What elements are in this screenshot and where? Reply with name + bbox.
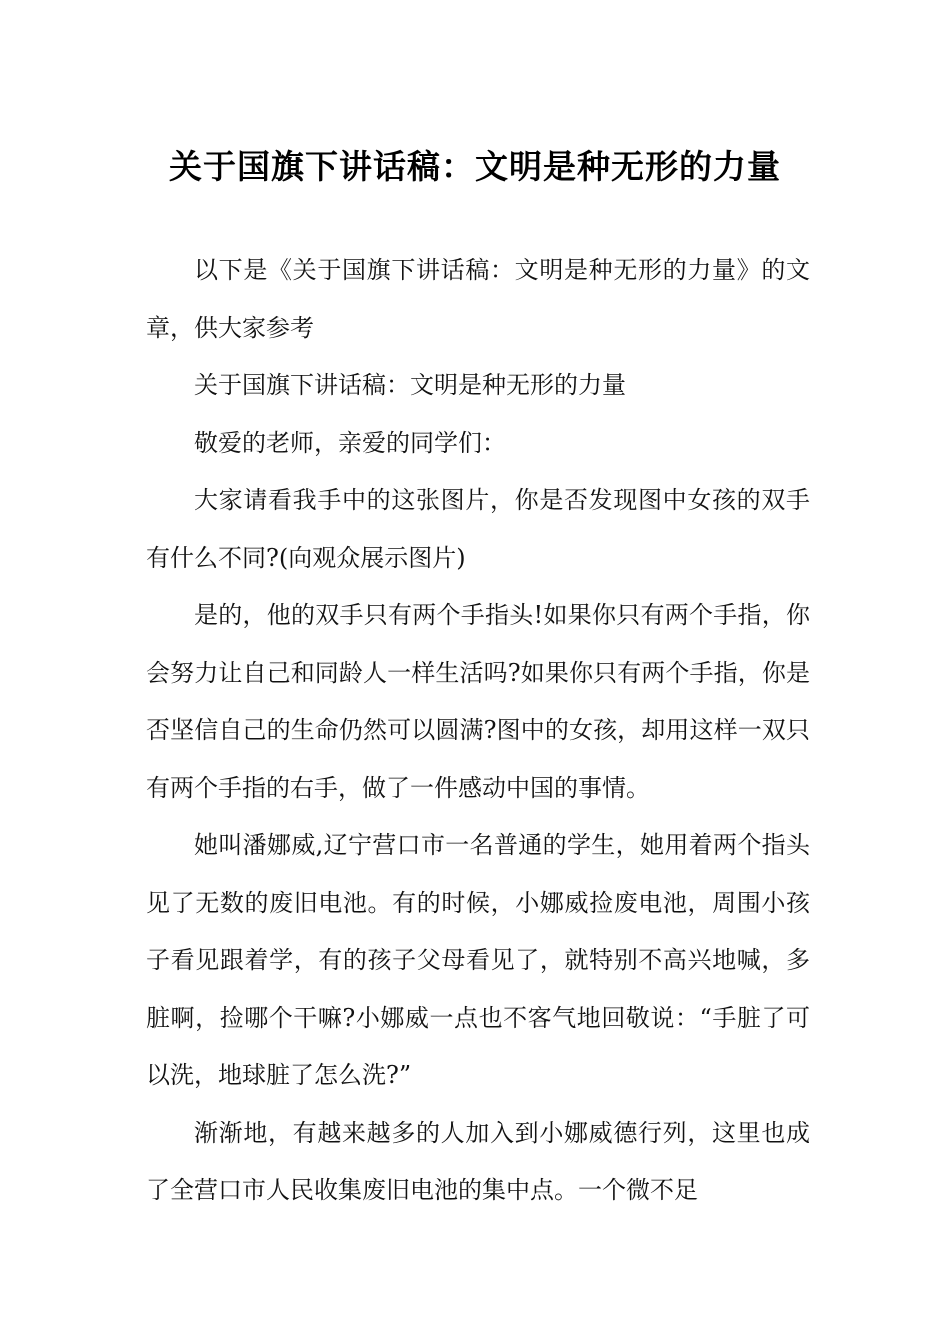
paragraph-subtitle: 关于国旗下讲话稿：文明是种无形的力量	[194, 371, 626, 399]
paragraph-intro: 以下是《关于国旗下讲话稿：文明是种无形的力量》的文章，供大家参考	[146, 256, 810, 342]
paragraph-story: 她叫潘娜威,辽宁营口市一名普通的学生，她用着两个指头见了无数的废旧电池。有的时候，小娜威捡废电池，周围小孩子看见跟着学，有的孩子父母看见了，就特别不高兴地喊，多脏啊，捡哪个干嘛?小娜威一点也不客气地回敬说：“手脏了可以洗，地球脏了怎么洗?”	[146, 831, 810, 1089]
paragraph-picture-question: 大家请看我手中的这张图片，你是否发现图中女孩的双手有什么不同?(向观众展示图片)	[146, 486, 810, 572]
paragraph-two-fingers: 是的，他的双手只有两个手指头!如果你只有两个手指，你会努力让自己和同龄人一样生活吗?如果你只有两个手指，你是否坚信自己的生命仍然可以圆满?图中的女孩，却用这样一双只有两个手指的右手，做了一件感动中国的事情。	[146, 601, 810, 802]
paragraph-greeting: 敬爱的老师，亲爱的同学们：	[194, 428, 506, 457]
document-body	[146, 242, 810, 1220]
document-title: 关于国旗下讲话稿：文明是种无形的力量	[169, 147, 781, 187]
paragraph-growing-movement: 渐渐地，有越来越多的人加入到小娜威德行列，这里也成了全营口市人民收集废旧电池的集中点。一个微不足	[146, 1118, 810, 1204]
